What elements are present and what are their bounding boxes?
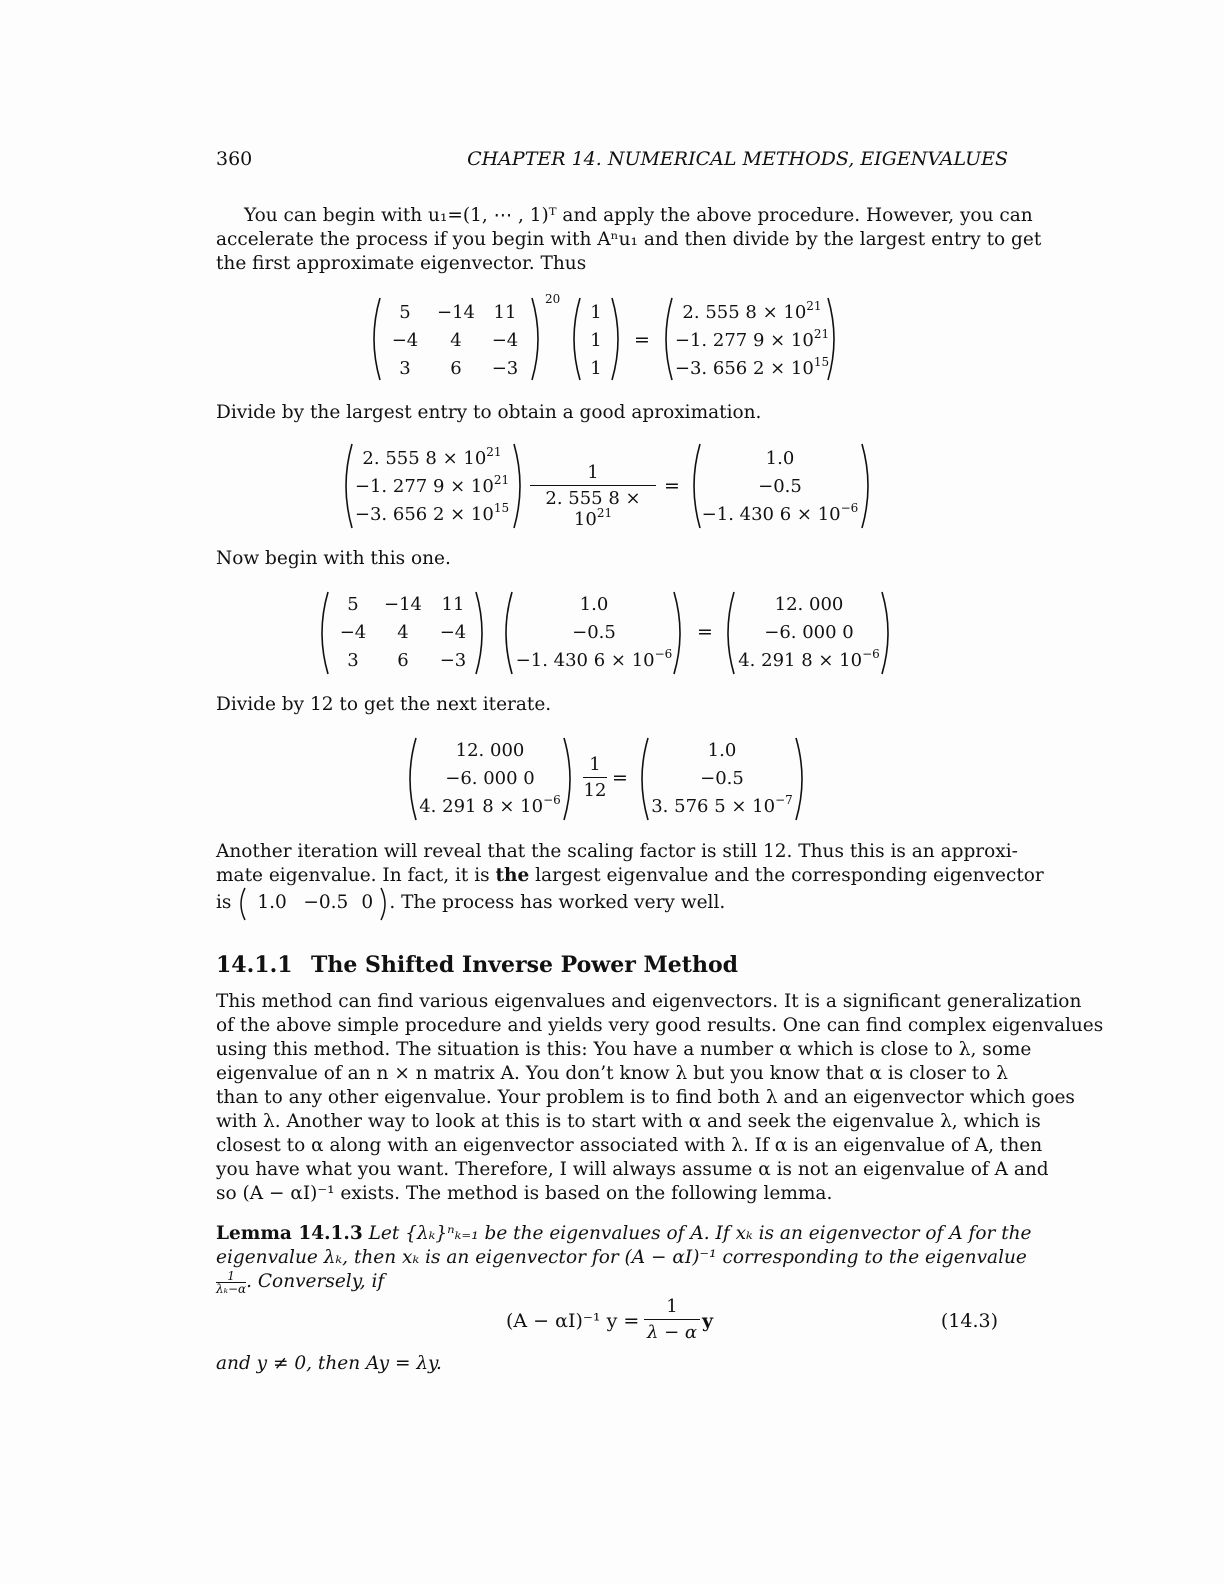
- result-cell: 1.0: [765, 448, 795, 469]
- equals-sign: =: [612, 767, 628, 789]
- vector-cell: 1: [590, 302, 602, 323]
- intro-line-1: You can begin with u₁=(1, ⋯ , 1)ᵀ and apply the above procedure. However, you can: [244, 205, 1033, 226]
- matrix-cell: 4: [397, 622, 409, 643]
- conclusion-line-2: mate eigenvalue. In fact, it is the largest eigenvalue and the corresponding eigenvector: [216, 865, 1044, 886]
- conclusion-line-1: Another iteration will reveal that the scaling factor is still 12. Thus this is an approxi-: [216, 841, 1018, 862]
- lemma-label: Lemma 14.1.3: [216, 1223, 363, 1244]
- vector-cell: 4. 291 $8 \times 10^{-6}$: [419, 793, 561, 817]
- vector-cell: −0.5: [572, 622, 616, 643]
- inline-fraction: $\frac{1}{\text{λₖ−α}}$: [216, 1269, 247, 1296]
- fraction-numerator: 1: [589, 754, 601, 775]
- section-line: so (A − αI)⁻¹ exists. The method is based on the following lemma.: [216, 1183, 833, 1204]
- result-cell: −6. 000 0: [764, 622, 854, 643]
- section-line: using this method. The situation is this: You have a number α which is close to λ, some: [216, 1039, 1032, 1060]
- equals-sign: =: [697, 621, 713, 643]
- intro-line-2: accelerate the process if you begin with Aⁿu₁ and then divide by the largest entry to get: [216, 229, 1042, 250]
- intro-line-3: the first approximate eigenvector. Thus: [216, 253, 587, 274]
- result-cell: −0.5: [758, 476, 802, 497]
- matrix-power: 20: [545, 292, 561, 306]
- intro-paragraph: [216, 204, 1042, 276]
- fraction-denominator: λ − α: [646, 1322, 698, 1343]
- vector-cell: −3. 656 $2 \times 10^{15}$: [354, 501, 510, 525]
- result-cell: 1.0: [707, 740, 737, 761]
- lemma-equation-fraction: [644, 1296, 700, 1343]
- result-cell: 12. 000: [774, 594, 844, 615]
- matrix-cell: −4: [339, 622, 367, 643]
- lemma-line-1: Lemma 14.1.3 Let {λₖ}ⁿₖ₌₁ be the eigenvalues of A. If xₖ is an eigenvector of A for the: [216, 1223, 1032, 1244]
- matrix-cell: 11: [493, 302, 517, 323]
- matrix-cell: 6: [397, 650, 409, 671]
- matrix-cell: −3: [439, 650, 467, 671]
- fraction-denominator: 2. 555 $8 \times 10^{21}$: [545, 488, 641, 530]
- matrix-cell: −4: [391, 330, 419, 351]
- page-number: 360: [216, 148, 253, 170]
- vector-cell: −6. 000 0: [445, 768, 535, 789]
- matrix-cell: 6: [450, 358, 462, 379]
- matrix-cell: −14: [384, 594, 422, 615]
- section-body: [216, 990, 1104, 1206]
- row-vector-cell: 0: [361, 892, 374, 913]
- matrix-cell: 3: [399, 358, 411, 379]
- fraction-numerator: 1: [666, 1296, 678, 1317]
- row-vector-cell: 1.0: [257, 892, 287, 913]
- section-heading: [216, 952, 738, 978]
- result-cell: −0.5: [700, 768, 744, 789]
- row-vector: [237, 892, 389, 916]
- matrix-cell: −4: [439, 622, 467, 643]
- section-line: with λ. Another way to look at this is to start with α and seek the eigenvalue λ, which is: [216, 1111, 1041, 1132]
- matrix-cell: −3: [491, 358, 519, 379]
- equation-tag: (14.3): [940, 1310, 998, 1332]
- vector-cell: 2. 555 $8 \times 10^{21}$: [362, 445, 502, 469]
- lemma-final-line: and y ≠ 0, then Ay = λy.: [216, 1353, 442, 1374]
- section-line: you have what you want. Therefore, I will always assume α is not an eigenvalue of A and: [216, 1159, 1049, 1180]
- section-line: closest to α along with an eigenvector associated with λ. If α is an eigenvalue of A, then: [216, 1135, 1043, 1156]
- matrix-cell: 4: [450, 330, 462, 351]
- equals-sign: =: [634, 329, 650, 351]
- text-begin-with-this: Now begin with this one.: [216, 548, 451, 569]
- matrix-cell: 11: [441, 594, 465, 615]
- matrix-cell: 5: [347, 594, 359, 615]
- section-line: eigenvalue of an n × n matrix A. You don’t know λ but you know that α is closer to λ: [216, 1063, 1008, 1084]
- vector-cell: 1: [590, 358, 602, 379]
- vector-cell: 12. 000: [455, 740, 525, 761]
- section-line: of the above simple procedure and yields very good results. One can find complex eigenvalues: [216, 1015, 1104, 1036]
- matrix-cell: −4: [491, 330, 519, 351]
- result-cell: −1. 277 $9 \times 10^{21}$: [674, 327, 830, 351]
- result-cell: 2. 555 $8 \times 10^{21}$: [682, 299, 822, 323]
- lemma-line-2: eigenvalue λₖ, then xₖ is an eigenvector for (A − αI)⁻¹ corresponding to the eigenvalue: [216, 1247, 1027, 1268]
- result-cell: 3. 576 $5 \times 10^{-7}$: [651, 793, 793, 817]
- section-line: than to any other eigenvalue. Your problem is to find both λ and an eigenvector which goes: [216, 1087, 1075, 1108]
- vector-cell: 1: [590, 330, 602, 351]
- running-title: CHAPTER 14. NUMERICAL METHODS, EIGENVALUES: [467, 148, 1008, 170]
- vector-cell: −1. 277 $9 \times 10^{21}$: [354, 473, 510, 497]
- lemma: [216, 1222, 1032, 1270]
- vector-cell: −1. 430 $6 \times 10^{-6}$: [515, 647, 673, 671]
- lemma-line-3: $\frac{1}{\text{λₖ−α}}$ . Conversely, if: [216, 1269, 385, 1296]
- matrix-cell: 5: [399, 302, 411, 323]
- lemma-equation-rhs: y: [702, 1310, 714, 1332]
- equals-sign: =: [664, 475, 680, 497]
- vector-cell: 1.0: [579, 594, 609, 615]
- section-title: The Shifted Inverse Power Method: [311, 952, 739, 978]
- fraction-bar: [530, 485, 656, 486]
- result-cell: 4. 291 $8 \times 10^{-6}$: [738, 647, 880, 671]
- result-cell: −3. 656 $2 \times 10^{15}$: [674, 355, 830, 379]
- row-vector-cell: −0.5: [303, 892, 349, 913]
- section-number: 14.1.1: [216, 952, 293, 978]
- fraction-bar: [644, 1319, 700, 1320]
- matrix-cell: 3: [347, 650, 359, 671]
- matrix-cell: −14: [437, 302, 475, 323]
- conclusion-paragraph: [216, 840, 1044, 888]
- conclusion-line-3: is 1.0 −0.5 0 . The process has worked very well.: [216, 892, 725, 916]
- text-divide-by-12: Divide by 12 to get the next iterate.: [216, 694, 552, 715]
- fraction-bar: [583, 777, 607, 778]
- result-cell: −1. 430 $6 \times 10^{-6}$: [701, 501, 859, 525]
- fraction: [583, 754, 607, 801]
- fraction: [530, 462, 656, 530]
- fraction-denominator: 12: [583, 780, 607, 801]
- text-divide-largest: Divide by the largest entry to obtain a good aproximation.: [216, 402, 762, 423]
- lemma-equation-lhs: (A − αI)⁻¹ y =: [506, 1310, 640, 1332]
- fraction-numerator: 1: [587, 462, 599, 483]
- section-line: This method can find various eigenvalues and eigenvectors. It is a significant generalization: [216, 991, 1082, 1012]
